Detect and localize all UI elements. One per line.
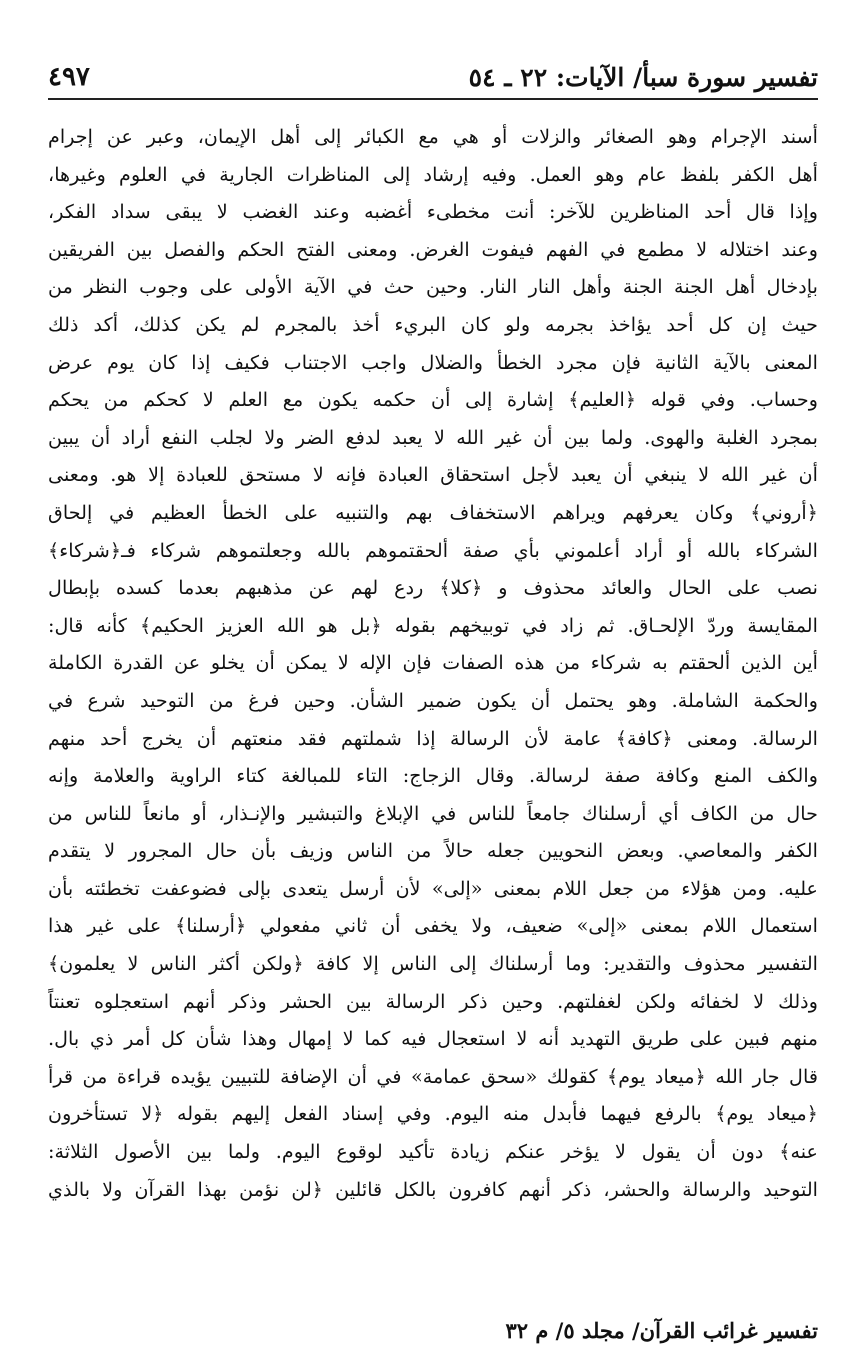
text-line: أن غير الله لا ينبغي أن يعبد لأجل استحقاق العبادة فإنه لا مستحق للعبادة إلا هو. ومعنى — [48, 463, 818, 487]
text-line: وعند اختلاله لا مطمع في الفهم فيفوت الغرض. ومعنى الفتح الحكم والفصل بين الفريقين — [48, 237, 818, 261]
page-header — [48, 58, 818, 100]
text-line: عليه. ومن هؤلاء من جعل اللام بمعنى «إلى» لأن أرسل يتعدى بإلى فضوعفت تخطئته بأن — [48, 876, 818, 900]
page-footer: تفسير غرائب القرآن/ مجلد ٥/ م ٣٢ — [505, 1318, 818, 1343]
running-title: تفسير سورة سبأ/ الآيات: ٢٢ ـ ٥٤ — [468, 63, 818, 92]
text-line: وذلك لا لخفائه ولكن لغفلتهم. وحين ذكر الرسالة بين الحشر وذكر أنهم استعجلوه تعنتاً — [48, 989, 818, 1013]
text-line: التوحيد والرسالة والحشر، ذكر أنهم كافرون بالكل قائلين ﴿لن نؤمن بهذا القرآن ولا بالذي — [48, 1177, 818, 1201]
text-line: المعنى بالآية الثانية فإن مجرد الخطأ والضلال واجب الاجتناب فكيف إذا كان يوم عرض — [48, 350, 818, 374]
text-line: منهم فبين على طريق التهديد أنه لا استعجال فيه كما لا إمهال وهذا شأن كل أمر ذي بال. — [48, 1027, 818, 1051]
text-line: وإذا قال أحد المناظرين للآخر: أنت مخطىء أغضبه وعند الغضب لا يبقى سداد الفكر، — [48, 200, 818, 224]
text-line: الرسالة. ومعنى ﴿كافة﴾ عامة لأن الرسالة إذا شملتهم فقد منعتهم أن يخرج أحد منهم — [48, 726, 818, 750]
text-line: وحساب. وفي قوله ﴿العليم﴾ إشارة إلى أن حكمه يكون مع العلم لا كحكم من يحكم — [48, 388, 818, 412]
text-line: بمجرد الغلبة والهوى. ولما بين أن غير الله لا يعبد لدفع الضر ولا لجلب النفع أراد أن يبين — [48, 425, 818, 449]
text-line: المقايسة وردّ الإلحـاق. ثم زاد في توبيخهم بقوله ﴿بل هو الله العزيز الحكيم﴾ كأنه قال: — [48, 613, 818, 637]
text-line: أهل الكفر بلفظ عام وهو العمل. وفيه إرشاد إلى المناظرات الجارية في العلوم وغيرها، — [48, 162, 818, 186]
text-line: استعمال اللام بمعنى «إلى» ضعيف، ولا يخفى أن ثاني مفعولي ﴿أرسلنا﴾ على غير هذا — [48, 914, 818, 938]
text-line: والكف المنع وكافة صفة لرسالة. وقال الزجاج: التاء للمبالغة كتاء الراوية والعلامة وإنه — [48, 764, 818, 788]
text-line: عنه﴾ دون أن يقول لا يؤخر عنكم زيادة تأكيد لوقوع اليوم. ولما بين الأصول الثلاثة: — [48, 1140, 818, 1164]
page-number: ٤٩٧ — [48, 62, 90, 92]
text-line: بإدخال أهل الجنة الجنة وأهل النار النار. وحين حث في الآية الأولى على وجوب النظر من — [48, 275, 818, 299]
text-line: ﴿ميعاد يوم﴾ بالرفع فيهما فأبدل منه اليوم. وفي إسناد الفعل إليهم بقوله ﴿لا تستأخرون — [48, 1102, 818, 1126]
body-text — [48, 118, 818, 1208]
text-line: والحكمة الشاملة. وهو يحتمل أن يكون ضمير الشأن. وحين فرغ من التوحيد شرع في — [48, 688, 818, 712]
text-line: ﴿أروني﴾ وكان يعرفهم ويراهم الاستخفاف بهم والتنبيه على الخطأ العظيم في إلحاق — [48, 500, 818, 524]
text-line: حال من الكاف أي أرسلناك جامعاً للناس في الإبلاغ والتبشير والإنـذار، أو مانعاً للناس من — [48, 801, 818, 825]
text-line: الكفر والمعاصي. وبعض النحويين جعله حالاً من الناس وزيف بأن حال المجرور لا يتقدم — [48, 839, 818, 863]
text-line: أسند الإجرام وهو الصغائر والزلات أو هي مع الكبائر إلى أهل الإيمان، وعبر عن إجرام — [48, 125, 818, 148]
text-line: التفسير محذوف والتقدير: وما أرسلناك إلى الناس إلا كافة ﴿ولكن أكثر الناس لا يعلمون﴾ — [48, 952, 818, 976]
text-line: نصب على الحال والعائد محذوف و ﴿كلا﴾ ردع لهم عن مذهبهم بعدما كسده بإبطال — [48, 576, 818, 600]
text-line: أين الذين ألحقتم به شركاء من هذه الصفات فإن الإله لا يمكن أن يخلو عن القدرة الكاملة — [48, 651, 818, 675]
text-line: قال جار الله ﴿ميعاد يوم﴾ كقولك «سحق عمامة» في أن الإضافة للتبيين يؤيده قراءة من قرأ — [48, 1064, 818, 1088]
text-line: حيث إن كل أحد يؤاخذ بجرمه ولو كان البريء أخذ بالمجرم لم يكن كذلك، أكد ذلك — [48, 312, 818, 336]
text-line: الشركاء بالله أو أراد أعلموني بأي صفة ألحقتموهم بالله وجعلتموهم شركاء فـ﴿شركاء﴾ — [48, 538, 818, 562]
